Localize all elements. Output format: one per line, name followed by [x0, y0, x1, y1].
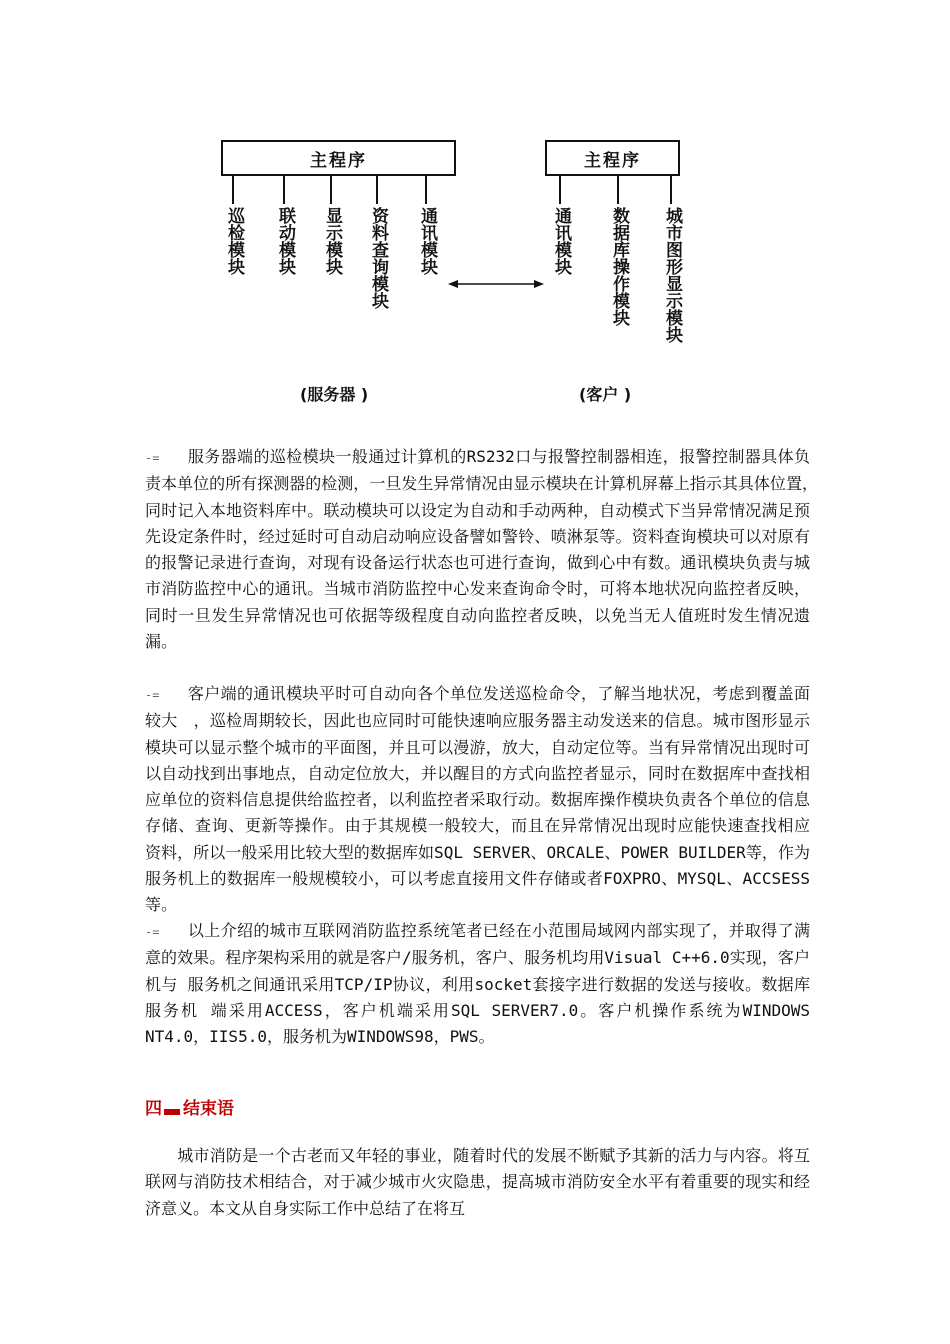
paragraph-conclusion: [145, 1143, 810, 1222]
server-module-label: 资料查询模块: [368, 207, 388, 309]
server-module-line: [232, 176, 234, 204]
paragraph-text: 以上介绍的城市互联网消防监控系统笔者已经在小范围局域网内部实现了，并取得了满意的效果。程序架构采用的就是客户/服务机，客户、服务机均用Visual C++6.0实现，客户机与 服务机之间通讯采用TCP/IP协议，利用socket套接字进行数据的发送与接收。数据库服务机 端采用ACCESS，客户机端采用SQL SERVER7.0。客户机操作系统为WINDOWS NT4.0，IIS5.0，服务机为WINDOWS98，PWS。: [145, 921, 810, 1047]
section-heading: [145, 1094, 234, 1119]
paragraph-marker: -=: [145, 451, 160, 465]
server-module-label: 巡检模块: [224, 207, 244, 275]
paragraph-implementation: [145, 918, 810, 1050]
architecture-diagram: [0, 0, 950, 420]
client-main-program-box: [545, 140, 680, 176]
client-module-line: [559, 176, 561, 204]
server-module-line: [283, 176, 285, 204]
client-module-label: 通讯模块: [551, 207, 571, 275]
server-module-line: [330, 176, 332, 204]
server-module-label: 通讯模块: [417, 207, 437, 275]
client-caption: (客户 ): [579, 385, 632, 404]
client-module-label: 城市图形显示模块: [662, 207, 682, 343]
paragraph-text: 服务器端的巡检模块一般通过计算机的RS232口与报警控制器相连，报警控制器具体负责本单位的所有探测器的检测，一旦发生异常情况由显示模块在计算机屏幕上指示其具体位置， 同时记入本地资料库中。联动模块可以设定为自动和手动两种，自动模式下当异常情况满足预先设定条件时，经过延时可自动启动响应设备譬如警铃、喷淋泵等。资料查询模块可以对原有的报警记录进行查询，对现有设备运行状态也可进行查询，做到心中有数。通讯模块负责与城市消防监控中心的通讯。当城市消防监控中心发来查询命令时，可将本地状况向监控者反映，同时一旦发生异常情况也可依据等级程度自动向监控者反映，以免当无人值班时发生情况遗漏。: [145, 447, 827, 652]
paragraph-server-modules: [145, 444, 827, 655]
server-main-program-box: [221, 140, 456, 176]
heading-bar-decoration: [164, 1109, 180, 1115]
section-number: 四: [145, 1099, 162, 1119]
paragraph-text: 客户端的通讯模块平时可自动向各个单位发送巡检命令，了解当地状况，考虑到覆盖面较大 ，巡检周期较长，因此也应同时可能快速响应服务器主动发送来的信息。城市图形显示模块可以显示整个城市的平面图，并且可以漫游，放大，自动定位等。当有异常情况出现时可以自动找到出事地点，自动定位放大，并以醒目的方式向监控者显示，同时在数据库中查找相应单位的资料信息提供给监控者，以利监控者采取行动。数据库操作模块负责各个单位的信息存储、查询、更新等操作。由于其规模一般较大，而且在异常情况出现时应能快速查找相应 资料，所以一般采用比较大型的数据库如SQL SERVER、ORCALE、POWER BUILDER等，作为服务机上的数据库一般规模较小，可以考虑直接用文件存储或者FOXPRO、MYSQL、ACCSESS等。: [145, 684, 810, 915]
communication-arrow: [448, 276, 544, 292]
section-title: 结束语: [183, 1099, 234, 1119]
paragraph-marker: -=: [145, 925, 160, 939]
paragraph-marker: -=: [145, 688, 160, 702]
client-module-label: 数据库操作模块: [609, 207, 629, 326]
client-module-line: [617, 176, 619, 204]
server-module-label: 显示模块: [322, 207, 342, 275]
client-module-line: [670, 176, 672, 204]
paragraph-text: 城市消防是一个古老而又年轻的事业，随着时代的发展不断赋予其新的活力与内容。将互联网与消防技术相结合，对于减少城市火灾隐患，提高城市消防安全水平有着重要的现实和经济意义。本文从自身实际工作中总结了在将互: [145, 1146, 810, 1218]
server-module-label: 联动模块: [275, 207, 295, 275]
server-module-line: [425, 176, 427, 204]
server-caption: (服务器 ): [300, 385, 369, 404]
paragraph-client-modules: [145, 681, 810, 919]
client-main-program-label: 主程序: [584, 150, 641, 171]
server-module-line: [376, 176, 378, 204]
server-main-program-label: 主程序: [310, 150, 367, 171]
